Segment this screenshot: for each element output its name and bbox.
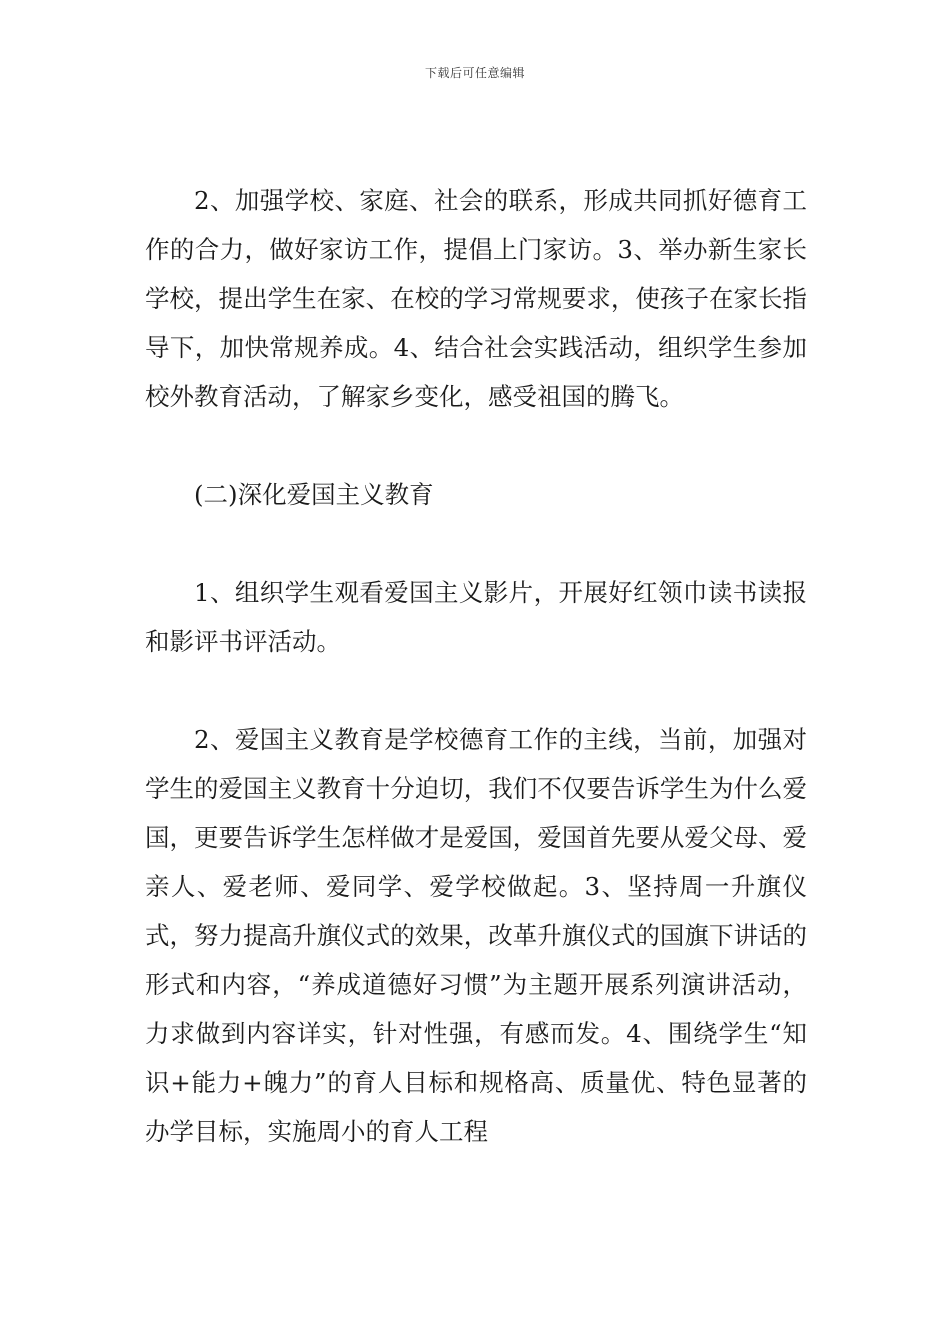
paragraph-gap bbox=[145, 666, 807, 715]
page-header-note: 下载后可任意编辑 bbox=[424, 66, 525, 80]
paragraph-patriotic-films: 1、组织学生观看爱国主义影片，开展好红领巾读书读报和影评书评活动。 bbox=[145, 578, 807, 656]
section-heading-patriotism: (二)深化爱国主义教育 bbox=[194, 480, 434, 509]
document-body bbox=[145, 176, 807, 1156]
paragraph-gap bbox=[145, 421, 807, 470]
paragraph-home-school-cooperation: 2、加强学校、家庭、社会的联系，形成共同抓好德育工作的合力，做好家访工作，提倡上门家访。3、举办新生家长学校，提出学生在家、在校的学习常规要求，使孩子在家长指导下，加快常规养成。4、结合社会实践活动，组织学生参加校外教育活动，了解家乡变化，感受祖国的腾飞。 bbox=[145, 186, 807, 411]
paragraph-gap bbox=[145, 519, 807, 568]
paragraph-patriotic-education-main: 2、爱国主义教育是学校德育工作的主线，当前，加强对学生的爱国主义教育十分迫切，我们不仅要告诉学生为什么爱国，更要告诉学生怎样做才是爱国，爱国首先要从爱父母、爱亲人、爱老师、爱同学、爱学校做起。3、坚持周一升旗仪式，努力提高升旗仪式的效果，改革升旗仪式的国旗下讲话的形式和内容，“养成道德好习惯”为主题开展系列演讲活动，力求做到内容详实，针对性强，有感而发。4、围绕学生“知识+能力+魄力”的育人目标和规格高、质量优、特色显著的办学目标，实施周小的育人工程 bbox=[145, 725, 807, 1146]
